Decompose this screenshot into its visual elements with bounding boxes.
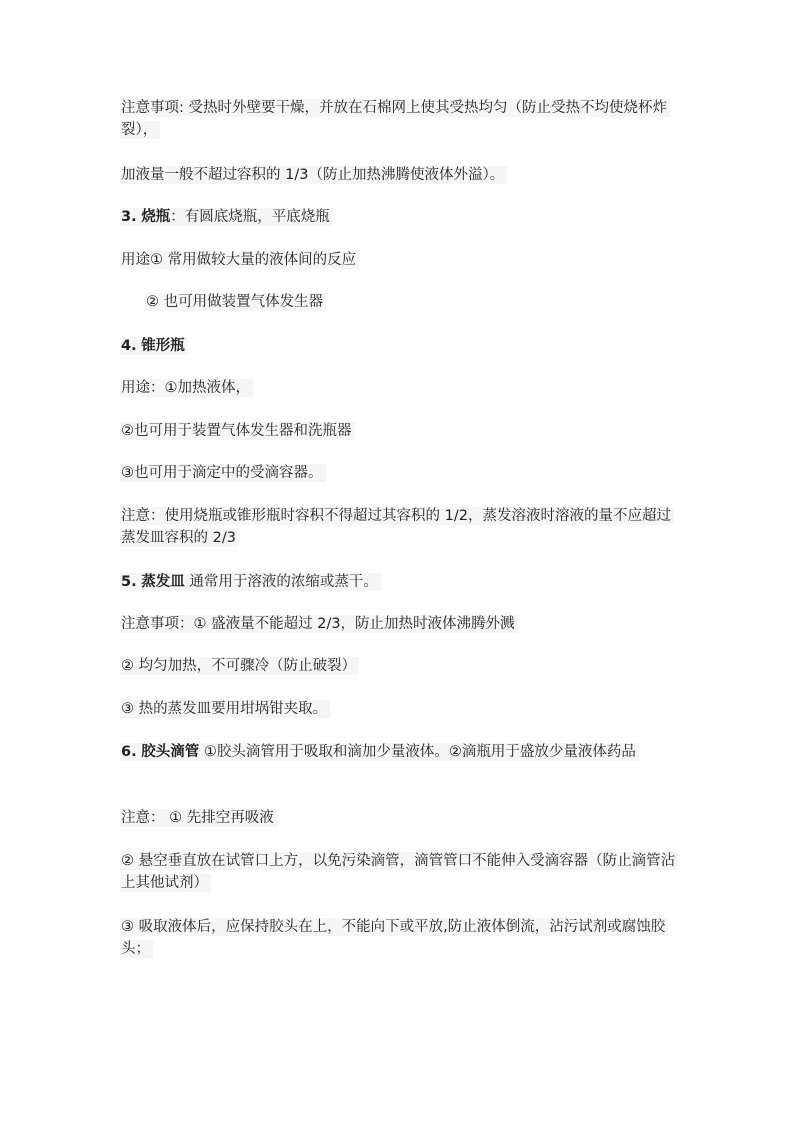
heading-text: ①胶头滴管用于吸取和滴加少量液体。②滴瓶用于盛放少量液体药品	[199, 744, 636, 760]
paragraph-conical-use-1	[120, 377, 680, 399]
paragraph-dish-caution-3	[120, 698, 680, 720]
text-line: ② 均匀加热，不可骤冷（防止破裂）	[120, 657, 359, 675]
paragraph-beaker-volume	[120, 164, 680, 186]
text-line: 用途：①加热液体，	[120, 379, 253, 397]
paragraph-dropper-note-2	[120, 850, 680, 894]
text-line: 加液量一般不超过容积的 1/3（防止加热沸腾使液体外溢）。	[120, 166, 507, 184]
heading-evaporating-dish	[120, 571, 680, 593]
text-line: ③ 热的蒸发皿要用坩埚钳夹取。	[120, 700, 330, 718]
heading-number: 6.	[121, 744, 137, 760]
text-line: 注意事项: 受热时外壁要干燥，并放在石棉网上使其受热均匀（防止受热不均使烧杯炸裂），	[120, 99, 670, 139]
paragraph-dish-caution-2	[120, 655, 680, 677]
heading-title: 烧瓶	[141, 209, 171, 225]
text-line: 注意：使用烧瓶或锥形瓶时容积不得超过其容积的 1/2，蒸发溶液时溶液的量不应超过蒸发皿容积的 2/3	[120, 507, 674, 547]
heading-number: 4.	[121, 338, 137, 354]
heading-flask	[120, 206, 680, 228]
text-line: 用途① 常用做较大量的液体间的反应	[120, 251, 359, 269]
paragraph-conical-use-2	[120, 420, 680, 442]
heading-number: 5.	[121, 574, 137, 590]
heading-text: ：有圆底烧瓶，平底烧瓶	[170, 209, 330, 225]
text-line: ② 也可用做装置气体发生器	[145, 293, 326, 311]
paragraph-flask-note	[120, 505, 680, 549]
heading-title: 胶头滴管	[141, 744, 200, 760]
text-line: 注意事项：① 盛液量不能超过 2/3，防止加热时液体沸腾外溅	[120, 615, 518, 633]
heading-conical-flask	[120, 335, 680, 357]
text-line: ③ 吸取液体后，应保持胶头在上，不能向下或平放,防止液体倒流，沾污试剂或腐蚀胶头；	[120, 918, 668, 958]
paragraph-beaker-caution	[120, 97, 680, 141]
text-line: ②也可用于装置气体发生器和洗瓶器	[120, 422, 355, 440]
heading-text: 通常用于溶液的浓缩或蒸干。	[184, 574, 378, 590]
text-line: 注意： ① 先排空再吸液	[120, 809, 277, 827]
heading-number: 3.	[121, 209, 137, 225]
text-line: ② 悬空垂直放在试管口上方，以免污染滴管，滴管管口不能伸入受滴容器（防止滴管沾上其他试剂）	[120, 852, 678, 892]
paragraph-flask-use-1	[120, 249, 680, 271]
paragraph-dropper-note-1	[120, 807, 680, 829]
paragraph-dropper-note-3	[120, 916, 680, 960]
heading-title: 锥形瓶	[141, 338, 185, 354]
heading-title: 蒸发皿	[141, 574, 185, 590]
paragraph-flask-use-2	[120, 291, 705, 313]
paragraph-conical-use-3	[120, 462, 680, 484]
paragraph-dish-caution-1	[120, 613, 680, 635]
text-line: ③也可用于滴定中的受滴容器。	[120, 464, 326, 482]
heading-dropper	[120, 741, 680, 763]
